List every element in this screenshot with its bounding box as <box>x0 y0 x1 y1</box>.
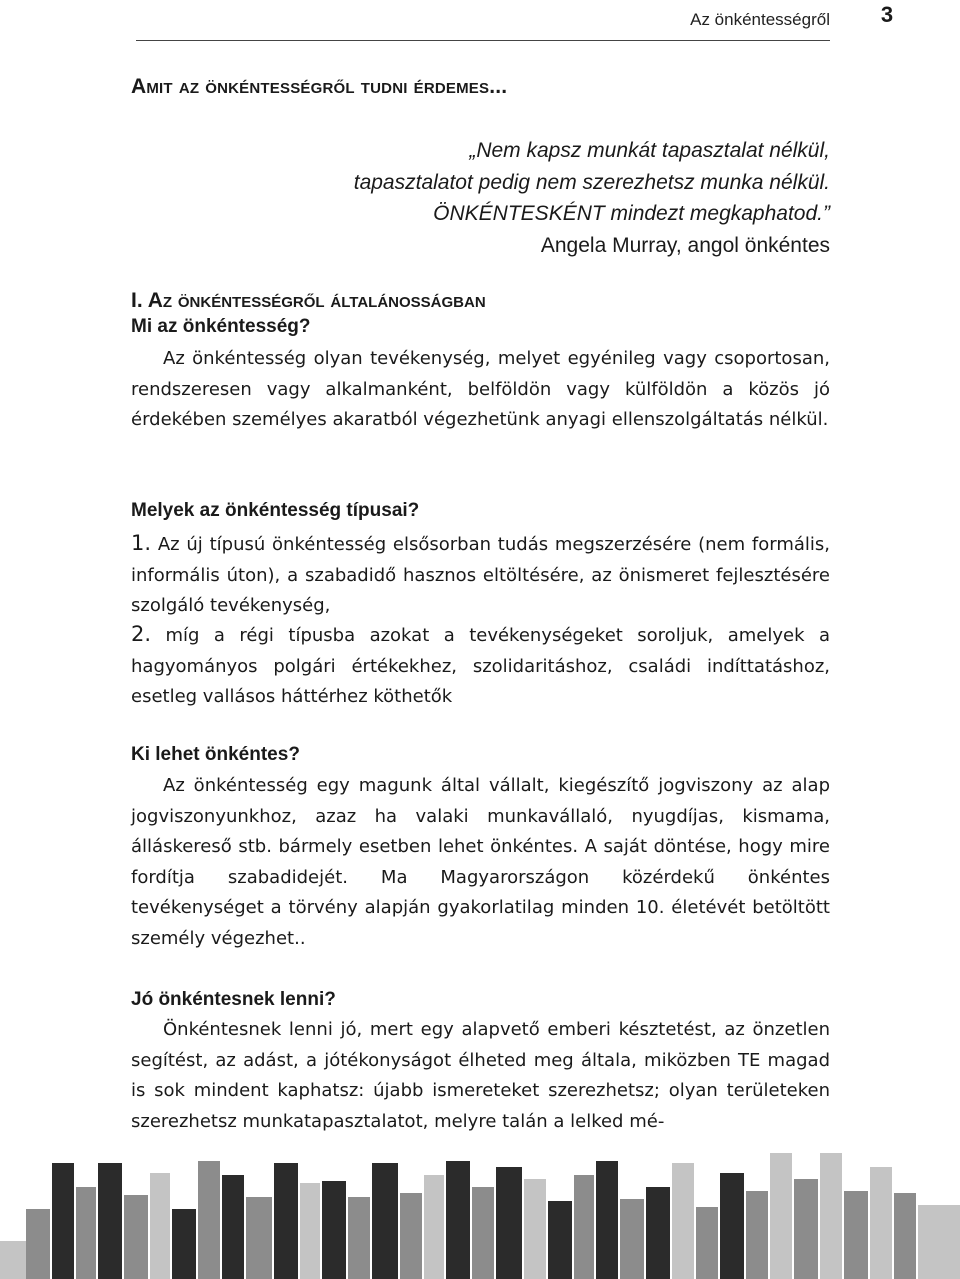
decorative-bar <box>746 1191 768 1279</box>
decorative-bar <box>620 1199 644 1279</box>
quote-line: „Nem kapsz munkát tapasztalat nélkül, <box>469 139 830 162</box>
decorative-bar <box>918 1205 960 1279</box>
decorative-bar <box>672 1163 694 1279</box>
decorative-bar <box>446 1161 470 1279</box>
decorative-bar <box>150 1173 170 1279</box>
decorative-bar <box>52 1163 74 1279</box>
decorative-bar <box>322 1181 346 1279</box>
question-heading-good: Jó önkéntesnek lenni? <box>131 989 336 1010</box>
paragraph-good: Önkéntesnek lenni jó, mert egy alapvető emberi késztetést, az önzetlen segítést, az adást, a jótékonyságot élheted meg általa, miközben TE magad is sok mindent kaphatsz: újabb ismereteket szerezhetsz; olyan területeken szerezhetsz munkatapasztalatot, melyre talán a lelked mé- <box>131 1019 830 1132</box>
section-heading: I. Az önkéntességről általánosságban <box>131 289 486 312</box>
decorative-bar <box>198 1161 220 1279</box>
decorative-bar <box>98 1163 122 1279</box>
decorative-bar <box>274 1163 298 1279</box>
decorative-bars <box>0 1139 960 1279</box>
decorative-bar <box>524 1179 546 1279</box>
decorative-bar <box>820 1153 842 1279</box>
question-heading-who: Ki lehet önkéntes? <box>131 744 300 765</box>
decorative-bar <box>596 1161 618 1279</box>
decorative-bar <box>372 1163 398 1279</box>
decorative-bar <box>300 1183 320 1279</box>
decorative-bar <box>548 1201 572 1279</box>
decorative-bar <box>222 1175 244 1279</box>
decorative-bar <box>870 1167 892 1279</box>
epigraph-quote <box>354 135 830 261</box>
list-text: míg a régi típusba azokat a tevékenységeket soroljuk, amelyek a hagyományos polgári értékekhez, szolidaritáshoz, családi indíttatáshoz, esetleg vallásos háttérhez köthetők <box>131 625 830 707</box>
paragraph-who: Az önkéntesség egy magunk által vállalt, kiegészítő jogviszony az alap jogviszonyunkhoz, azaz ha valaki munkavállaló, nyugdíjas, kismama, álláskereső stb. bármely esetben lehet önkéntes. A saját döntése, hogy mire fordítja szabadidejét. Ma Magyarországon közérdekű önkéntes tevékenységet a törvény alapján gyakorlatilag minden 10. életévét betöltött személy végezhet.. <box>131 775 830 949</box>
quote-line: tapasztalatot pedig nem szerezhetsz munka nélkül. <box>353 170 830 194</box>
list-text: Az új típusú önkéntesség elsősorban tudás megszerzésére (nem formális, informális úton), a szabadidő hasznos eltöltésére, az önismeret fejlesztésére szolgáló tevékenység, <box>131 534 830 616</box>
list-item-type-1 <box>131 528 830 622</box>
list-number: 1. <box>131 531 152 555</box>
running-title: Az önkéntességről <box>690 10 830 29</box>
decorative-bar <box>844 1191 868 1279</box>
decorative-bar <box>894 1193 916 1279</box>
decorative-bar <box>246 1197 272 1279</box>
decorative-bar <box>646 1187 670 1279</box>
decorative-bar <box>696 1207 718 1279</box>
quote-line: ÖNKÉNTESKÉNT mindezt megkaphatod.” <box>433 202 830 225</box>
list-item-type-2 <box>131 619 830 713</box>
list-number: 2. <box>131 622 152 646</box>
decorative-bar <box>770 1153 792 1279</box>
decorative-bar <box>26 1209 50 1279</box>
paragraph-definition: Az önkéntesség olyan tevékenység, melyet egyénileg vagy csoportosan, rendszeresen vagy alkalmanként, belföldön vagy külföldön a közös jó érdekében személyes akaratból végezhetünk anyagi ellenszolgáltatás nélkül. <box>131 348 830 430</box>
decorative-bar <box>124 1195 148 1279</box>
main-heading: Amit az önkéntességről tudni érdemes... <box>131 75 508 98</box>
decorative-bar <box>496 1167 522 1279</box>
decorative-bar <box>424 1175 444 1279</box>
decorative-bar <box>400 1193 422 1279</box>
decorative-bar <box>76 1187 96 1279</box>
decorative-bar <box>720 1173 744 1279</box>
decorative-bar <box>472 1187 494 1279</box>
decorative-bar <box>172 1209 196 1279</box>
question-heading-what: Mi az önkéntesség? <box>131 316 311 337</box>
question-heading-types: Melyek az önkéntesség típusai? <box>131 500 420 521</box>
quote-author: Angela Murray, angol önkéntes <box>540 233 830 257</box>
decorative-bar <box>348 1197 370 1279</box>
decorative-bar <box>574 1175 594 1279</box>
running-header <box>136 10 830 41</box>
page-number: 3 <box>880 2 894 27</box>
decorative-bar <box>794 1179 818 1279</box>
